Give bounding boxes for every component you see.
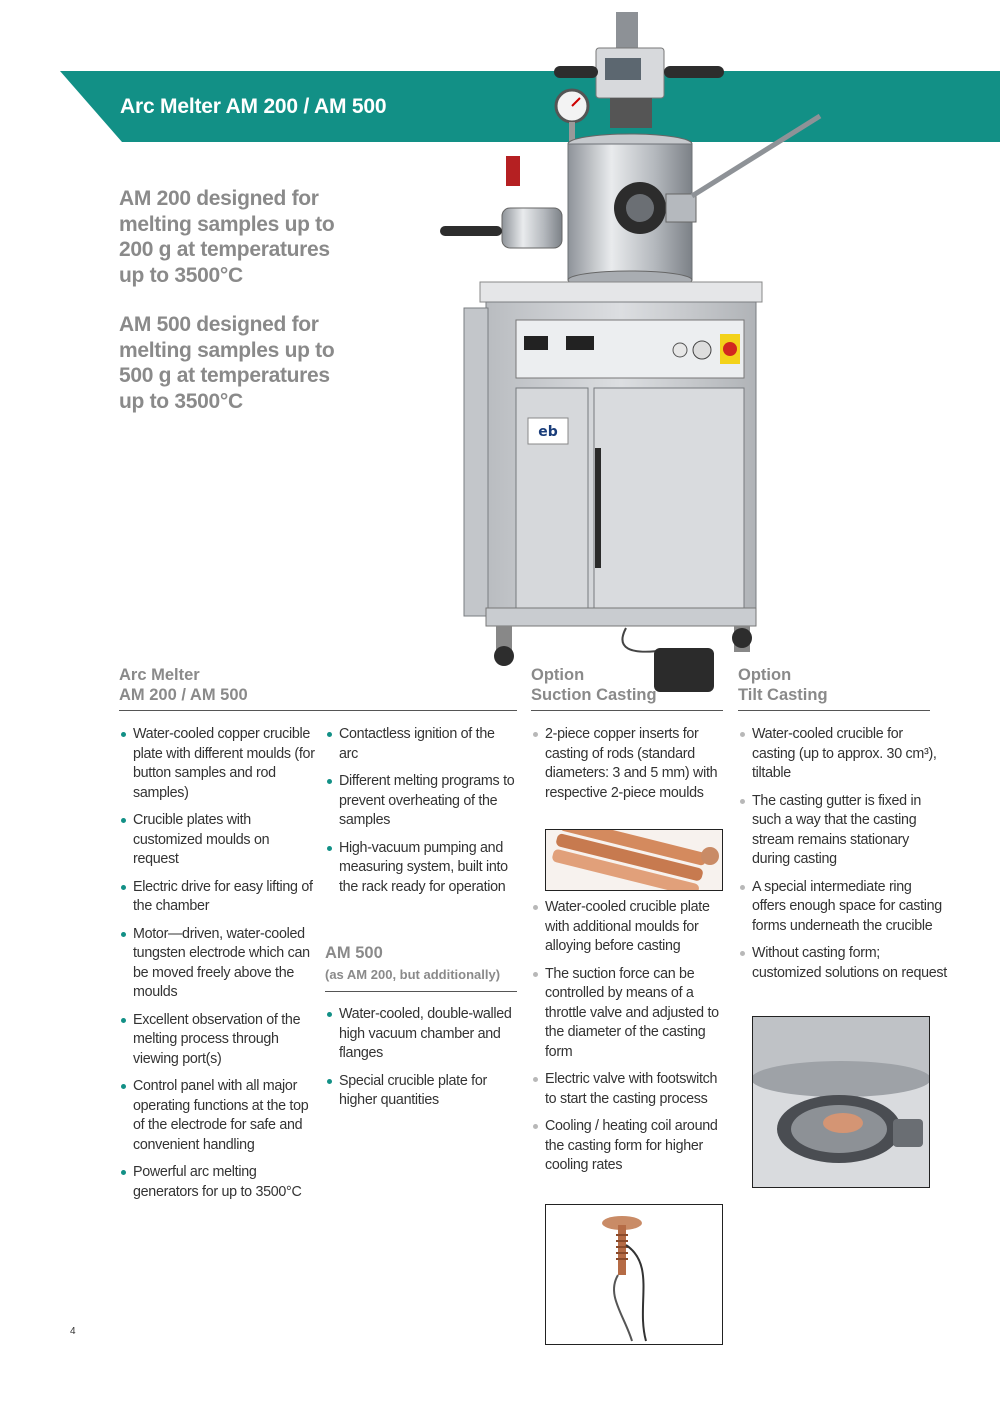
list-item: Contactless ignition of the arc	[325, 725, 517, 764]
list-item: Cooling / heating coil around the casting form for higher cooling rates	[531, 1117, 723, 1176]
page-title: Arc Melter AM 200 / AM 500	[120, 95, 387, 118]
list-item: Powerful arc melting generators for up to 3500°C	[119, 1163, 317, 1202]
heading-suction-casting: Option Suction Casting	[531, 666, 657, 704]
tilt-casting-photo	[752, 1016, 930, 1188]
list-item: A special intermediate ring offers enough space for casting forms underneath the crucible	[738, 878, 948, 937]
list-item: Motor—driven, water-cooled tungsten electrode which can be moved freely above the moulds	[119, 925, 317, 1003]
list-item: Different melting programs to prevent overheating of the samples	[325, 772, 517, 831]
list-item: Electric valve with footswitch to start the casting process	[531, 1070, 723, 1109]
divider-suction	[531, 710, 723, 711]
list-item: 2-piece copper inserts for casting of rods (standard diameters: 3 and 5 mm) with respective 2-piece moulds	[531, 725, 723, 803]
list-item: Electric drive for easy lifting of the chamber	[119, 878, 317, 917]
list-item: The casting gutter is fixed in such a way that the casting stream remains stationary during casting	[738, 792, 948, 870]
arc-melter-machine-image	[430, 8, 830, 698]
list-item: Control panel with all major operating functions at the top of the electrode for safe and convenient handling	[119, 1077, 317, 1155]
list-item: Crucible plates with customized moulds on request	[119, 811, 317, 870]
heading-tilt-casting: Option Tilt Casting	[738, 666, 828, 704]
suction-features-list	[531, 725, 723, 811]
am500-features-list	[325, 1005, 517, 1119]
am500-note: (as AM 200, but additionally)	[325, 967, 501, 982]
list-item: Special crucible plate for higher quantities	[325, 1072, 517, 1111]
list-item: Excellent observation of the melting process through viewing port(s)	[119, 1011, 317, 1070]
arc-melter-features-list-2	[325, 725, 517, 905]
divider-arc-melter	[119, 710, 517, 711]
cooling-coil-photo	[545, 1204, 723, 1345]
list-item: Water-cooled copper crucible plate with different moulds (for button samples and rod samples)	[119, 725, 317, 803]
intro-am200: AM 200 designed for melting samples up to 200 g at temperatures up to 3500°C	[119, 187, 335, 287]
heading-arc-melter: Arc Melter AM 200 / AM 500	[119, 666, 248, 704]
divider-am500	[325, 991, 517, 992]
list-item: Water-cooled crucible plate with additional moulds for alloying before casting	[531, 898, 723, 957]
eb-logo-icon: eb	[538, 424, 558, 440]
intro-am500: AM 500 designed for melting samples up to 500 g at temperatures up to 3500°C	[119, 313, 335, 413]
divider-tilt	[738, 710, 930, 711]
arc-melter-features-list	[119, 725, 317, 1210]
list-item: Water-cooled crucible for casting (up to approx. 30 cm³), tiltable	[738, 725, 948, 784]
suction-features-list-2	[531, 898, 723, 1184]
copper-inserts-photo	[545, 829, 723, 891]
list-item: The suction force can be controlled by means of a throttle valve and adjusted to the diameter of the casting form	[531, 965, 723, 1063]
list-item: Without casting form; customized solutions on request	[738, 944, 948, 983]
tilt-features-list	[738, 725, 948, 991]
list-item: High-vacuum pumping and measuring system, built into the rack ready for operation	[325, 839, 517, 898]
list-item: Water-cooled, double-walled high vacuum chamber and flanges	[325, 1005, 517, 1064]
am500-heading: AM 500	[325, 944, 383, 962]
page-number: 4	[70, 1326, 76, 1337]
